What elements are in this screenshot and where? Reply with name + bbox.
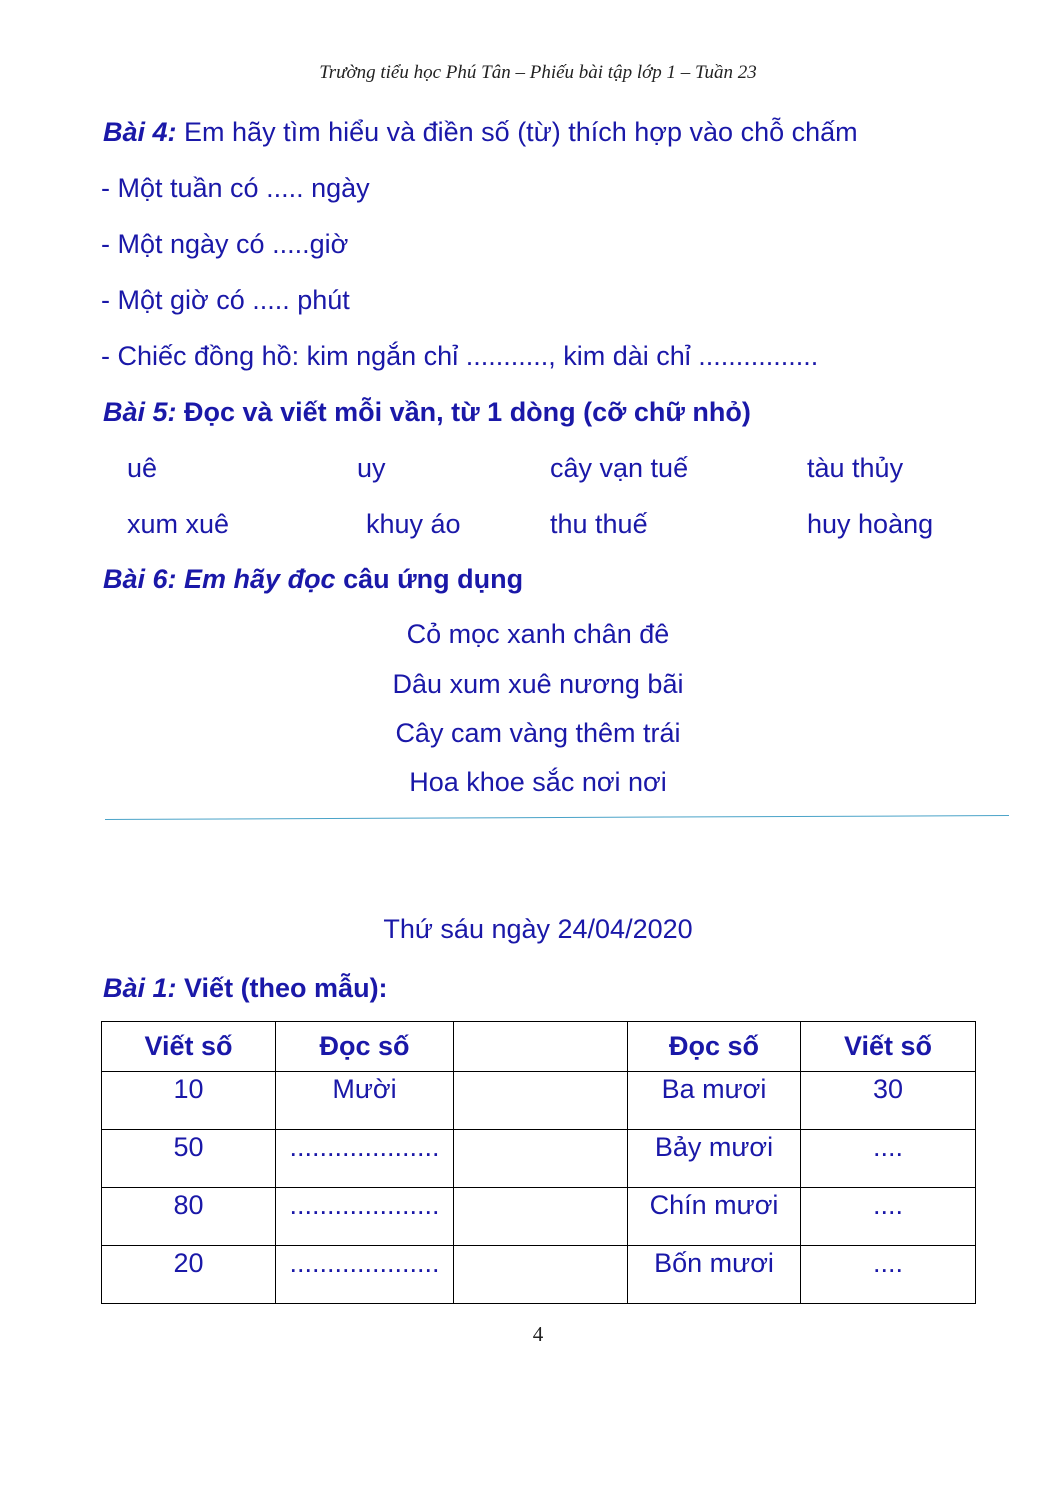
table-cell: .................... [276, 1246, 454, 1304]
bai6-title [103, 564, 523, 595]
table-cell: 20 [102, 1246, 276, 1304]
bai4-item: - Một tuần có ..... ngày [101, 173, 370, 203]
table-cell: .... [801, 1188, 976, 1246]
bai5-word: huy hoàng [807, 509, 934, 539]
header-cell: Viết số [801, 1022, 976, 1072]
table-cell [454, 1072, 628, 1130]
table-cell: Mười [276, 1072, 454, 1130]
bai4-instruction: Em hãy tìm hiểu và điền số (từ) thích hợp vào chỗ chấm [176, 117, 858, 147]
date-heading: Thứ sáu ngày 24/04/2020 [383, 914, 693, 944]
bai5-title [103, 397, 751, 428]
table-cell [454, 1188, 628, 1246]
bai1-label: Bài 1: [103, 973, 177, 1003]
bai5-word: tàu thủy [807, 453, 904, 483]
table-cell: 80 [102, 1188, 276, 1246]
section-divider [105, 815, 1009, 820]
bai5-word: khuy áo [366, 509, 461, 539]
bai5-word: uy [357, 453, 386, 483]
table-header-row [102, 1022, 976, 1072]
bai6-label: Bài 6: Em hãy đọc [103, 564, 336, 594]
bai5-word: uê [127, 453, 158, 483]
bai4-item: - Một giờ có ..... phút [101, 285, 350, 315]
table-cell: .... [801, 1246, 976, 1304]
header-cell: Viết số [102, 1022, 276, 1072]
bai4-item: - Chiếc đồng hồ: kim ngắn chỉ ..........., kim dài chỉ ................ [101, 341, 819, 371]
page-number: 4 [532, 1322, 544, 1346]
poem-line: Cây cam vàng thêm trái [395, 718, 681, 748]
bai5-instruction: Đọc và viết mỗi vần, từ 1 dòng (cỡ chữ nhỏ) [176, 397, 751, 427]
poem-line: Dâu xum xuê nương bãi [392, 669, 684, 699]
table-row [102, 1072, 976, 1130]
table-cell: Chín mươi [628, 1188, 801, 1246]
bai4-item: - Một ngày có .....giờ [101, 229, 349, 259]
table-cell: Bảy mươi [628, 1130, 801, 1188]
page-header: Trường tiểu học Phú Tân – Phiếu bài tập lớp 1 – Tuần 23 [319, 62, 757, 83]
table-cell: Bốn mươi [628, 1246, 801, 1304]
bai1-title [103, 973, 388, 1004]
table-row [102, 1188, 976, 1246]
table-cell: .................... [276, 1188, 454, 1246]
bai5-word: cây vạn tuế [550, 453, 689, 483]
poem-line: Hoa khoe sắc nơi nơi [409, 767, 667, 797]
bai4-label: Bài 4: [103, 117, 177, 147]
table-cell: Ba mươi [628, 1072, 801, 1130]
table-cell: 10 [102, 1072, 276, 1130]
bai5-word: thu thuế [550, 509, 648, 539]
table-cell: .... [801, 1130, 976, 1188]
table-row [102, 1130, 976, 1188]
bai5-label: Bài 5: [103, 397, 177, 427]
table-cell: .................... [276, 1130, 454, 1188]
bai6-instruction: câu ứng dụng [335, 564, 524, 594]
bai4-title [103, 117, 858, 148]
header-cell: Đọc số [628, 1022, 801, 1072]
table-cell [454, 1130, 628, 1188]
header-cell [454, 1022, 628, 1072]
number-table [101, 1021, 976, 1304]
bai5-word: xum xuê [127, 509, 230, 539]
table-cell: 30 [801, 1072, 976, 1130]
bai1-instruction: Viết (theo mẫu): [176, 973, 388, 1003]
table-row [102, 1246, 976, 1304]
table-cell: 50 [102, 1130, 276, 1188]
table-cell [454, 1246, 628, 1304]
header-cell: Đọc số [276, 1022, 454, 1072]
poem-line: Cỏ mọc xanh chân đê [406, 619, 670, 649]
